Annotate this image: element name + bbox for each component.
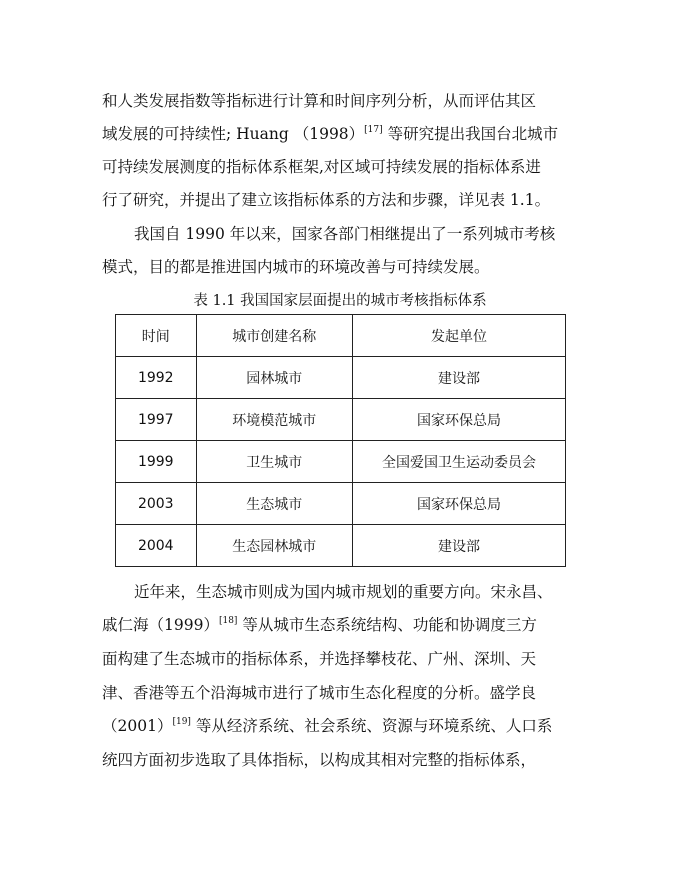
- city-assessment-table: [115, 314, 566, 567]
- text-line: 我国自 1990 年以来，国家各部门相继提出了一系列城市考核: [134, 225, 556, 243]
- table-cell: 1999: [116, 441, 197, 483]
- text-run: 等从城市生态系统结构、功能和协调度三方: [237, 616, 537, 634]
- text-line: 津、香港等五个沿海城市进行了城市生态化程度的分析。盛学良: [102, 684, 537, 702]
- header-cell: 发起单位: [353, 315, 566, 357]
- text-line: [102, 716, 552, 736]
- table-row: [116, 399, 566, 441]
- text-line: 和人类发展指数等指标进行计算和时间序列分析，从而评估其区: [102, 92, 537, 110]
- citation-17: [17]: [364, 125, 383, 135]
- text-line: [102, 124, 558, 144]
- table-row: [116, 441, 566, 483]
- text-line: [102, 615, 537, 635]
- table-caption: 表 1.1 我国国家层面提出的城市考核指标体系: [193, 293, 487, 309]
- text-run: 戚仁海（1999）: [102, 616, 219, 634]
- table-cell: 国家环保总局: [353, 483, 566, 525]
- table-cell: 1992: [116, 357, 197, 399]
- header-cell: 时间: [116, 315, 197, 357]
- header-cell: 城市创建名称: [196, 315, 353, 357]
- text-line: 行了研究，并提出了建立该指标体系的方法和步骤，详见表 1.1。: [102, 191, 551, 209]
- text-line: 面构建了生态城市的指标体系，并选择攀枝花、广州、深圳、天: [102, 650, 537, 668]
- table-cell: 2003: [116, 483, 197, 525]
- table-cell: 建设部: [353, 357, 566, 399]
- text-line: 模式，目的都是推进国内城市的环境改善与可持续发展。: [102, 258, 490, 276]
- text-run: （2001）: [102, 717, 173, 735]
- table-cell: 建设部: [353, 525, 566, 567]
- table-cell: 生态园林城市: [196, 525, 353, 567]
- text-run: 等研究提出我国台北城市: [382, 125, 559, 143]
- table-header-row: [116, 315, 566, 357]
- table-cell: 园林城市: [196, 357, 353, 399]
- citation-18: [18]: [218, 616, 238, 626]
- text-line: 可持续发展测度的指标体系框架,对区域可持续发展的指标体系进: [102, 158, 541, 176]
- text-line: 近年来，生态城市则成为国内城市规划的重要方向。宋永昌、: [134, 583, 553, 601]
- table-row: [116, 483, 566, 525]
- table-cell: 2004: [116, 525, 197, 567]
- table-cell: 卫生城市: [196, 441, 353, 483]
- text-run: 等从经济系统、社会系统、资源与环境系统、人口系: [190, 717, 553, 735]
- citation-19: [19]: [172, 717, 191, 727]
- text-line: 统四方面初步选取了具体指标，以构成其相对完整的指标体系，: [102, 751, 537, 769]
- table-row: [116, 525, 566, 567]
- table-row: [116, 357, 566, 399]
- table-cell: 全国爱国卫生运动委员会: [353, 441, 566, 483]
- table-cell: 环境模范城市: [196, 399, 353, 441]
- table-cell: 国家环保总局: [353, 399, 566, 441]
- text-run: 域发展的可持续性; Huang （1998）: [102, 125, 365, 143]
- table-cell: 生态城市: [196, 483, 353, 525]
- table-cell: 1997: [116, 399, 197, 441]
